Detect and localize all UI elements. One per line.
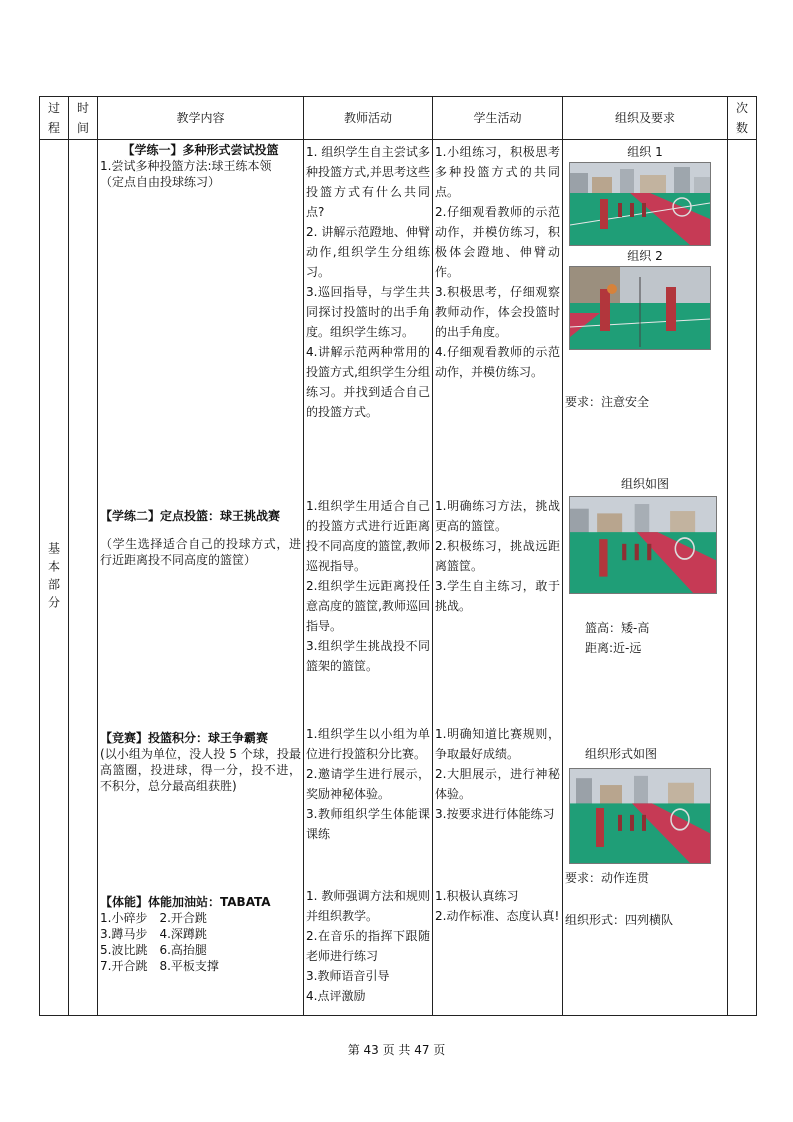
header-row xyxy=(40,97,757,140)
section-1-title: 【学练一】多种形式尝试投篮 xyxy=(122,143,279,157)
content-line: （学生选择适合自己的投球方式，进行近距离投不同高度的篮筐） xyxy=(100,537,301,567)
content-line: （定点自由投球练习） xyxy=(100,175,221,189)
student-cell xyxy=(433,140,563,1016)
teacher-step: 3.巡回指导，与学生共同探讨投篮时的出手角度。组织学生练习。 xyxy=(306,285,430,339)
teacher-step: 3.教师语音引导 xyxy=(306,969,390,983)
count-cell xyxy=(728,140,757,1016)
org-label: 组织如图 xyxy=(620,477,669,491)
student-step: 4.仔细观看教师的示范动作，并模仿练习。 xyxy=(435,345,560,379)
section-3-teacher xyxy=(306,724,430,844)
content-line: (以小组为单位，没人投 5 个球，投最高篮圈，投进球，得一分，投不进，不积分，总分最高组获胜) xyxy=(100,747,301,793)
process-label: 基本部分 xyxy=(46,541,61,614)
section-1-content xyxy=(100,142,301,190)
section-4-teacher xyxy=(306,886,430,1006)
content-cell xyxy=(98,140,304,1016)
header-teacher: 教师活动 xyxy=(304,97,433,140)
header-organization: 组织及要求 xyxy=(563,97,728,140)
content-line: 1.小碎步 2.开合跳 xyxy=(100,911,207,925)
org-label: 组织形式如图 xyxy=(585,747,658,761)
student-step: 1.明确知道比赛规则，争取最好成绩。 xyxy=(435,727,560,761)
teacher-step: 1.组织学生以小组为单位进行投篮积分比赛。 xyxy=(306,727,430,761)
header-student: 学生活动 xyxy=(433,97,563,140)
student-step: 2.大胆展示，进行神秘体验。 xyxy=(435,767,560,801)
process-cell xyxy=(40,140,69,1016)
section-4-title: 【体能】体能加油站：TABATA xyxy=(100,895,271,909)
requirement-text: 要求：注意安全 xyxy=(565,395,650,409)
student-step: 2.积极练习，挑战远距离篮筐。 xyxy=(435,539,560,573)
section-3-content xyxy=(100,730,301,794)
teacher-step: 1. 教师强调方法和规则并组织教学。 xyxy=(306,889,430,923)
lesson-plan-table xyxy=(39,96,757,1016)
body-row xyxy=(40,140,757,1016)
teacher-step: 2.邀请学生进行展示，奖励神秘体验。 xyxy=(306,767,430,801)
organization-cell xyxy=(563,140,728,1016)
content-line: 3.蹲马步 4.深蹲跳 xyxy=(100,927,207,941)
teacher-step: 3.组织学生挑战投不同篮架的篮筐。 xyxy=(306,639,430,673)
distance-note: 距离:近-远 xyxy=(585,641,642,655)
content-line: 7.开合跳 8.平板支撑 xyxy=(100,959,219,973)
teacher-cell xyxy=(304,140,433,1016)
requirement-text: 要求：动作连贯 xyxy=(565,871,650,885)
content-line: 5.波比跳 6.高抬腿 xyxy=(100,943,207,957)
formation-photo xyxy=(569,162,711,246)
section-2-content xyxy=(100,508,301,568)
section-3-title: 【竞赛】投篮积分：球王争霸赛 xyxy=(100,731,269,745)
header-process: 过程 xyxy=(40,97,69,140)
teacher-step: 3.教师组织学生体能课课练 xyxy=(306,807,430,841)
content-line: 1.尝试多种投篮方法:球王练本领 xyxy=(100,159,272,173)
teacher-step: 2.在音乐的指挥下跟随老师进行练习 xyxy=(306,929,430,963)
teacher-step: 2.组织学生远距离投任意高度的篮筐,教师巡回指导。 xyxy=(306,579,430,633)
student-step: 1.明确练习方法，挑战更高的篮筐。 xyxy=(435,499,560,533)
section-1-student xyxy=(435,142,560,382)
formation-photo xyxy=(569,768,711,864)
teacher-step: 4.讲解示范两种常用的投篮方式,组织学生分组练习。并找到适合自己的投篮方式。 xyxy=(306,345,430,419)
basket-height-note: 篮高：矮-高 xyxy=(585,621,650,635)
org-label: 组织 2 xyxy=(627,249,663,263)
student-step: 1.小组练习，积极思考多种投篮方式的共同点。 xyxy=(435,145,560,199)
section-4-content xyxy=(100,894,301,974)
teacher-step: 4.点评激励 xyxy=(306,989,366,1003)
student-step: 1.积极认真练习 xyxy=(435,889,519,903)
student-step: 3.按要求进行体能练习 xyxy=(435,807,555,821)
section-3-student xyxy=(435,724,560,824)
section-2-title: 【学练二】定点投篮：球王挑战赛 xyxy=(100,509,281,523)
section-4-student xyxy=(435,886,560,926)
teacher-step: 1.组织学生用适合自己的投篮方式进行近距离投不同高度的篮筐,教师巡视指导。 xyxy=(306,499,430,573)
teacher-step: 1. 组织学生自主尝试多种投篮方式,并思考这些投篮方式有什么共同点? xyxy=(306,145,430,219)
formation-photo xyxy=(569,266,711,350)
org-label: 组织 1 xyxy=(627,145,663,159)
time-cell xyxy=(69,140,98,1016)
student-step: 2.仔细观看教师的示范动作，并模仿练习，积极体会蹬地、伸臂动作。 xyxy=(435,205,560,279)
section-1-teacher xyxy=(306,142,430,422)
student-step: 3.学生自主练习，敢于挑战。 xyxy=(435,579,560,613)
formation-photo xyxy=(569,496,717,594)
student-step: 3.积极思考，仔细观察教师动作，体会投篮时的出手角度。 xyxy=(435,285,560,339)
section-2-teacher xyxy=(306,496,430,676)
header-count: 次数 xyxy=(728,97,757,140)
header-time: 时间 xyxy=(69,97,98,140)
header-content: 教学内容 xyxy=(98,97,304,140)
formation-text: 组织形式：四列横队 xyxy=(565,913,674,927)
page-footer: 第 43 页 共 47 页 xyxy=(347,1043,446,1057)
section-2-student xyxy=(435,496,560,616)
student-step: 2.动作标准、态度认真! xyxy=(435,909,560,923)
teacher-step: 2. 讲解示范蹬地、伸臂动作,组织学生分组练习。 xyxy=(306,225,430,279)
